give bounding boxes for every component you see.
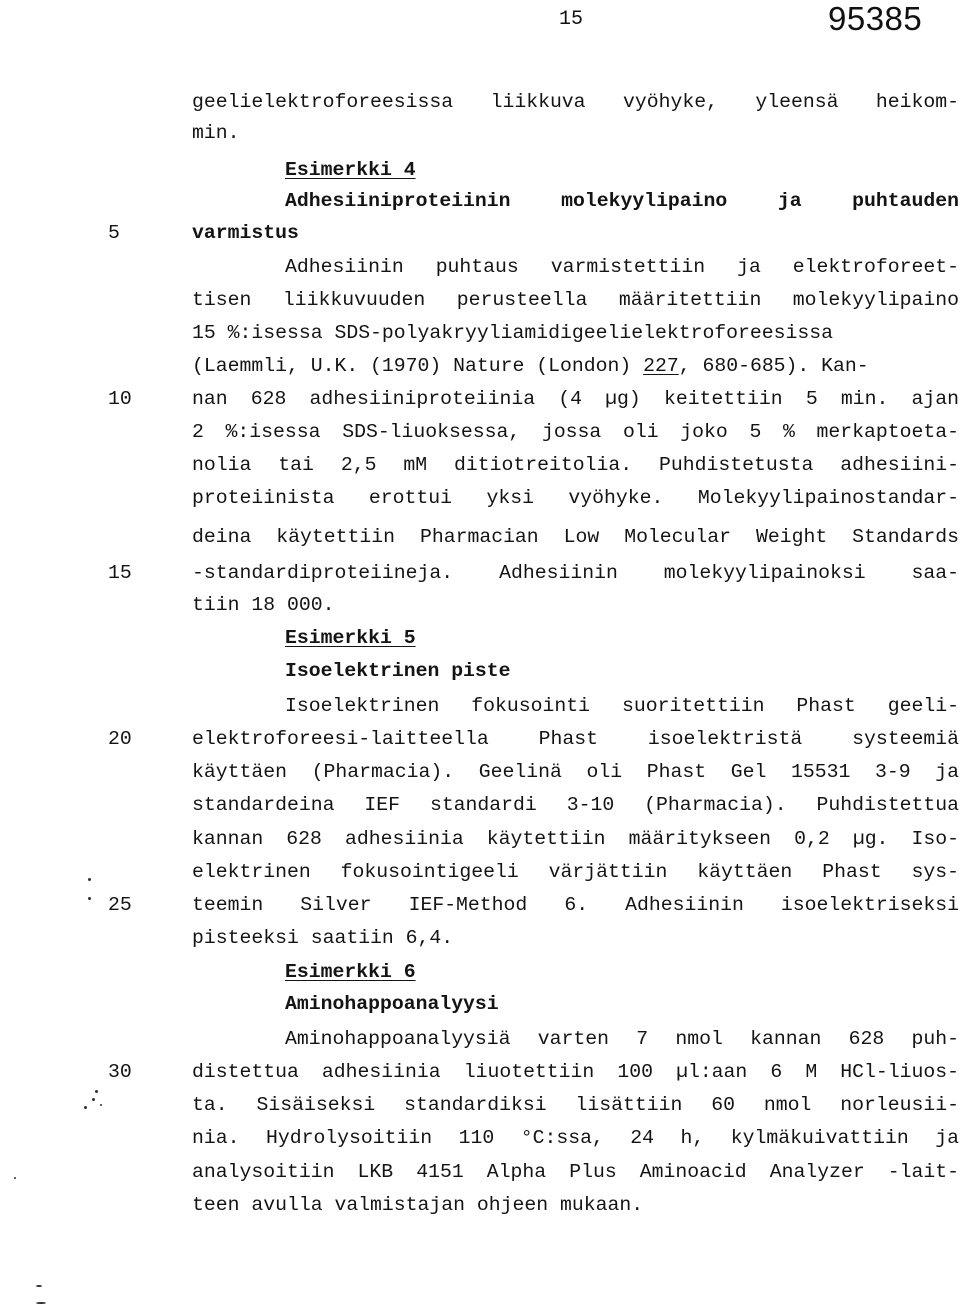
paragraph-line: standardeina IEF standardi 3-10 (Pharmacia). Puhdistettua bbox=[192, 794, 959, 816]
line-number: 20 bbox=[108, 728, 132, 750]
paragraph-line: teemin Silver IEF-Method 6. Adhesiinin isoelektriseksi bbox=[192, 894, 959, 916]
citation-pages: , 680-685). Kan- bbox=[678, 355, 869, 377]
paragraph-line: 15 %:isessa SDS-polyakryyliamidigeelielektroforeesissa bbox=[192, 322, 834, 344]
paragraph-line: kannan 628 adhesiinia käytettiin määritykseen 0,2 µg. Iso- bbox=[192, 828, 959, 850]
example-5-title: Esimerkki 5 bbox=[285, 627, 416, 649]
paragraph-line: Aminohappoanalyysiä varten 7 nmol kannan 628 puh- bbox=[285, 1028, 959, 1050]
scan-speck bbox=[95, 1090, 98, 1093]
line-number: 15 bbox=[108, 562, 132, 584]
paragraph-line: Adhesiinin puhtaus varmistettiin ja elektroforeet- bbox=[285, 256, 959, 278]
paragraph-line: tiin 18 000. bbox=[192, 594, 335, 616]
line-number: 30 bbox=[108, 1061, 132, 1083]
paragraph-line: nia. Hydrolysoitiin 110 °C:ssa, 24 h, kylmäkuivattiin ja bbox=[192, 1127, 959, 1149]
paragraph-line: proteiinista erottui yksi vyöhyke. Molekyylipainostandar- bbox=[192, 487, 959, 509]
paragraph-line: tisen liikkuvuuden perusteella määritettiin molekyylipaino bbox=[192, 289, 959, 311]
scan-speck bbox=[100, 1104, 102, 1106]
paragraph-line: analysoitiin LKB 4151 Alpha Plus Aminoacid Analyzer -lait- bbox=[192, 1161, 959, 1183]
example-6-heading: Aminohappoanalyysi bbox=[285, 993, 499, 1015]
scan-speck bbox=[88, 897, 91, 900]
citation-volume: 227 bbox=[643, 355, 679, 377]
paragraph-line bbox=[192, 350, 959, 383]
line-number: 10 bbox=[108, 388, 132, 410]
paragraph-line: -standardiproteiineja. Adhesiinin molekyylipainoksi saa- bbox=[192, 562, 959, 584]
paragraph-line: elektroforeesi-laitteella Phast isoelektristä systeemiä bbox=[192, 728, 959, 750]
scan-speck bbox=[92, 1098, 95, 1101]
example-4-heading: Adhesiiniproteiinin molekyylipaino ja puhtauden bbox=[285, 190, 959, 212]
example-4-title: Esimerkki 4 bbox=[285, 159, 416, 181]
page-number: 15 bbox=[559, 8, 584, 31]
paragraph-line: Isoelektrinen fokusointi suoritettiin Phast geeli- bbox=[285, 695, 959, 717]
scan-speck bbox=[88, 878, 91, 881]
paragraph-line: deina käytettiin Pharmacian Low Molecular Weight Standards bbox=[192, 526, 959, 548]
line-number: 25 bbox=[108, 894, 132, 916]
example-4-heading-cont: varmistus bbox=[192, 222, 299, 244]
paragraph-line: min. bbox=[192, 122, 240, 144]
paragraph-line: käyttäen (Pharmacia). Geelinä oli Phast Gel 15531 3-9 ja bbox=[192, 761, 959, 783]
paragraph-line: nolia tai 2,5 mM ditiotreitolia. Puhdistetusta adhesiini- bbox=[192, 454, 959, 476]
scan-speck bbox=[14, 1177, 16, 1179]
paragraph-line: 2 %:isessa SDS-liuoksessa, jossa oli joko 5 % merkaptoeta- bbox=[192, 421, 959, 443]
paragraph-line: geelielektroforeesissa liikkuva vyöhyke, yleensä heikom- bbox=[192, 91, 959, 113]
example-6-title: Esimerkki 6 bbox=[285, 961, 416, 983]
document-number: 95385 bbox=[828, 0, 923, 37]
paragraph-line: ta. Sisäiseksi standardiksi lisättiin 60 nmol norleusii- bbox=[192, 1094, 959, 1116]
paragraph-line: teen avulla valmistajan ohjeen mukaan. bbox=[192, 1194, 644, 1216]
example-5-heading: Isoelektrinen piste bbox=[285, 660, 511, 682]
line-number: 5 bbox=[108, 222, 120, 244]
scan-speck bbox=[84, 1106, 87, 1109]
paragraph-line: elektrinen fokusointigeeli värjättiin käyttäen Phast sys- bbox=[192, 861, 959, 883]
paragraph-line: distettua adhesiinia liuotettiin 100 µl:aan 6 M HCl-liuos- bbox=[192, 1061, 959, 1083]
citation-text: (Laemmli, U.K. (1970) Nature (London) bbox=[192, 355, 644, 377]
paragraph-line: nan 628 adhesiiniproteiinia (4 µg) keitettiin 5 min. ajan bbox=[192, 388, 959, 410]
scan-speck bbox=[36, 1302, 46, 1304]
paragraph-line: pisteeksi saatiin 6,4. bbox=[192, 927, 454, 949]
scan-speck bbox=[36, 1285, 42, 1287]
